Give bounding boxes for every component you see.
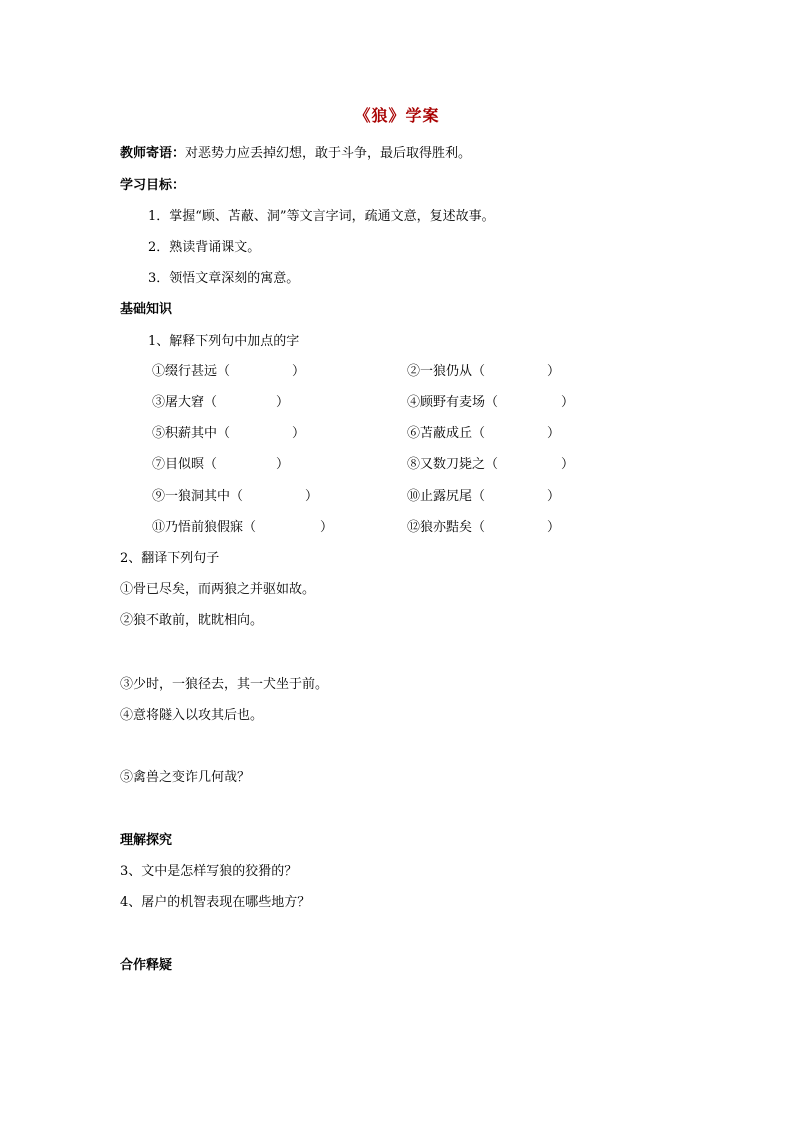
- explore-question: 3、文中是怎样写狼的狡猾的？: [120, 864, 298, 879]
- word-item: ⑪乃悟前狼假寐（: [152, 520, 257, 535]
- close-paren: ）: [320, 520, 334, 535]
- objective-item: 1．掌握“顾、苫蔽、洞”等文言字词，疏通文意，复述故事。: [148, 209, 495, 224]
- close-paren: ）: [547, 520, 561, 535]
- word-item: ①缀行甚远（: [152, 364, 231, 379]
- word-item: ⑧又数刀毙之（: [407, 457, 499, 472]
- close-paren: ）: [561, 395, 575, 410]
- close-paren: ）: [292, 364, 306, 379]
- sentence-item: ③少时，一狼径去，其一犬坐于前。: [120, 677, 329, 692]
- close-paren: ）: [276, 457, 290, 472]
- cooperate-heading: 合作释疑: [120, 958, 173, 973]
- close-paren: ）: [276, 395, 290, 410]
- word-item: ②一狼仍从（: [407, 364, 486, 379]
- close-paren: ）: [547, 364, 561, 379]
- objective-item: 3．领悟文章深刻的寓意。: [148, 271, 300, 286]
- close-paren: ）: [547, 426, 561, 441]
- word-item: ⑤积薪其中（: [152, 426, 231, 441]
- word-item: ③屠大窘（: [152, 395, 218, 410]
- question-1: 1、解释下列句中加点的字: [148, 334, 300, 349]
- sentence-item: ④意将隧入以攻其后也。: [120, 708, 264, 723]
- sentence-item: ①骨已尽矣，而两狼之并驱如故。: [120, 582, 316, 597]
- close-paren: ）: [547, 489, 561, 504]
- word-item: ⑫狼亦黠矣（: [407, 520, 486, 535]
- explore-heading: 理解探究: [120, 833, 173, 848]
- sentence-item: ②狼不敢前，眈眈相向。: [120, 613, 264, 628]
- objectives-heading: 学习目标：: [120, 178, 186, 193]
- word-item: ⑨一狼洞其中（: [152, 489, 244, 504]
- page-title: 《狼》学案: [354, 106, 440, 125]
- teacher-note-text: 对恶势力应丢掉幻想，敢于斗争，最后取得胜利。: [185, 146, 472, 161]
- teacher-note-label: 教师寄语：: [120, 146, 186, 161]
- close-paren: ）: [561, 457, 575, 472]
- teacher-note: [120, 146, 471, 162]
- word-item: ⑦目似暝（: [152, 457, 218, 472]
- objective-item: 2．熟读背诵课文。: [148, 240, 261, 255]
- word-item: ④顾野有麦场（: [407, 395, 499, 410]
- sentence-item: ⑤禽兽之变诈几何哉？: [120, 770, 251, 785]
- word-item: ⑥苫蔽成丘（: [407, 426, 486, 441]
- question-2: 2、翻译下列句子: [120, 551, 220, 566]
- basics-heading: 基础知识: [120, 302, 173, 317]
- word-item: ⑩止露尻尾（: [407, 489, 486, 504]
- close-paren: ）: [292, 426, 306, 441]
- explore-question: 4、屠户的机智表现在哪些地方？: [120, 895, 311, 910]
- close-paren: ）: [305, 489, 319, 504]
